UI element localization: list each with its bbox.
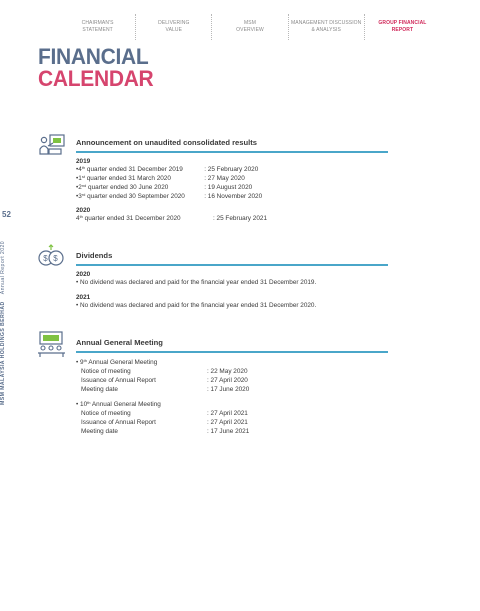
- list-item: 4th quarter ended 31 December 2020 : 25 February 2021: [76, 214, 267, 222]
- svg-text:$: $: [43, 254, 48, 263]
- nav-label-line2: VALUE: [165, 27, 183, 33]
- section-heading: Announcement on unaudited consolidated results: [76, 138, 388, 153]
- year-label: 2021: [76, 294, 91, 301]
- page-title: [38, 46, 153, 90]
- list-item: Notice of meeting : 22 May 2020: [81, 368, 248, 375]
- company-name: MSM MALAYSIA HOLDINGS BERHAD: [0, 301, 6, 405]
- list-item: • 4th quarter ended 31 December 2019 : 25 February 2020: [76, 165, 388, 174]
- nav-label-line2: & ANALYSIS: [311, 27, 341, 33]
- svg-text:$: $: [53, 254, 58, 263]
- agm-section: [76, 338, 388, 436]
- list-item: Issuance of Annual Report : 27 April 2021: [81, 419, 248, 426]
- date-value: : 25 February 2020: [204, 166, 259, 173]
- list-item: • 3rd quarter ended 30 September 2020 : 16 November 2020: [76, 192, 388, 201]
- date-value: : 19 August 2020: [204, 184, 253, 191]
- dollar-coins-icon: [37, 244, 67, 268]
- date-value: : 22 May 2020: [207, 368, 248, 375]
- nav-label-line1: GROUP FINANCIAL: [378, 20, 427, 26]
- nav-label-line1: MANAGEMENT DISCUSSION: [291, 20, 362, 26]
- title-line1: FINANCIAL: [38, 44, 149, 70]
- section-heading: Annual General Meeting: [76, 338, 388, 353]
- dividends-section: [76, 251, 388, 310]
- date-value: : 25 February 2021: [213, 215, 267, 222]
- presentation-board-icon: [37, 133, 67, 157]
- list-item: Meeting date : 17 June 2020: [81, 386, 250, 393]
- top-navigation: [60, 14, 440, 40]
- list-item: • No dividend was declared and paid for the financial year ended 31 December 2019.: [76, 278, 388, 287]
- list-item: • 2nd quarter ended 30 June 2020 : 19 August 2020: [76, 183, 388, 192]
- announcement-section: [76, 138, 388, 223]
- date-value: : 27 April 2020: [207, 377, 248, 384]
- year-label: 2020: [76, 207, 91, 214]
- nav-msm-overview[interactable]: [211, 14, 287, 40]
- list-item: Notice of meeting : 27 April 2021: [81, 410, 248, 417]
- date-value: : 17 June 2020: [207, 386, 250, 393]
- section-heading: Dividends: [76, 251, 388, 266]
- meeting-icon: [37, 331, 67, 357]
- agm-title: • 10th Annual General Meeting: [76, 400, 388, 409]
- date-value: : 17 June 2021: [207, 428, 250, 435]
- agm-title: • 9th Annual General Meeting: [76, 358, 388, 367]
- list-item: Issuance of Annual Report : 27 April 2020: [81, 377, 248, 384]
- page-number: 52: [2, 210, 11, 219]
- year-label: 2019: [76, 158, 91, 165]
- title-line2: CALENDAR: [38, 67, 154, 92]
- nav-delivering-value[interactable]: [135, 14, 211, 40]
- nav-label-line1: MSM: [244, 20, 256, 26]
- nav-management-discussion[interactable]: [288, 14, 364, 40]
- list-item: Meeting date : 17 June 2021: [81, 428, 250, 435]
- side-running-text: [0, 241, 6, 405]
- nav-label-line1: CHAIRMAN'S: [81, 20, 114, 26]
- nav-label-line1: DELIVERING: [158, 20, 190, 26]
- list-item: • No dividend was declared and paid for the financial year ended 31 December 2020.: [76, 301, 388, 310]
- date-value: : 27 May 2020: [204, 175, 245, 182]
- nav-label-line2: REPORT: [391, 27, 414, 33]
- nav-label-line2: STATEMENT: [82, 27, 113, 33]
- date-value: : 27 April 2021: [207, 419, 248, 426]
- date-value: : 16 November 2020: [204, 193, 263, 200]
- nav-group-financial-report[interactable]: [364, 14, 440, 40]
- year-label: 2020: [76, 271, 91, 278]
- date-value: : 27 April 2021: [207, 410, 248, 417]
- nav-chairmans-statement[interactable]: [60, 14, 135, 40]
- report-name: Annual Report 2020: [0, 240, 6, 295]
- nav-label-line2: OVERVIEW: [236, 27, 264, 33]
- list-item: • 1st quarter ended 31 March 2020 : 27 May 2020: [76, 174, 388, 183]
